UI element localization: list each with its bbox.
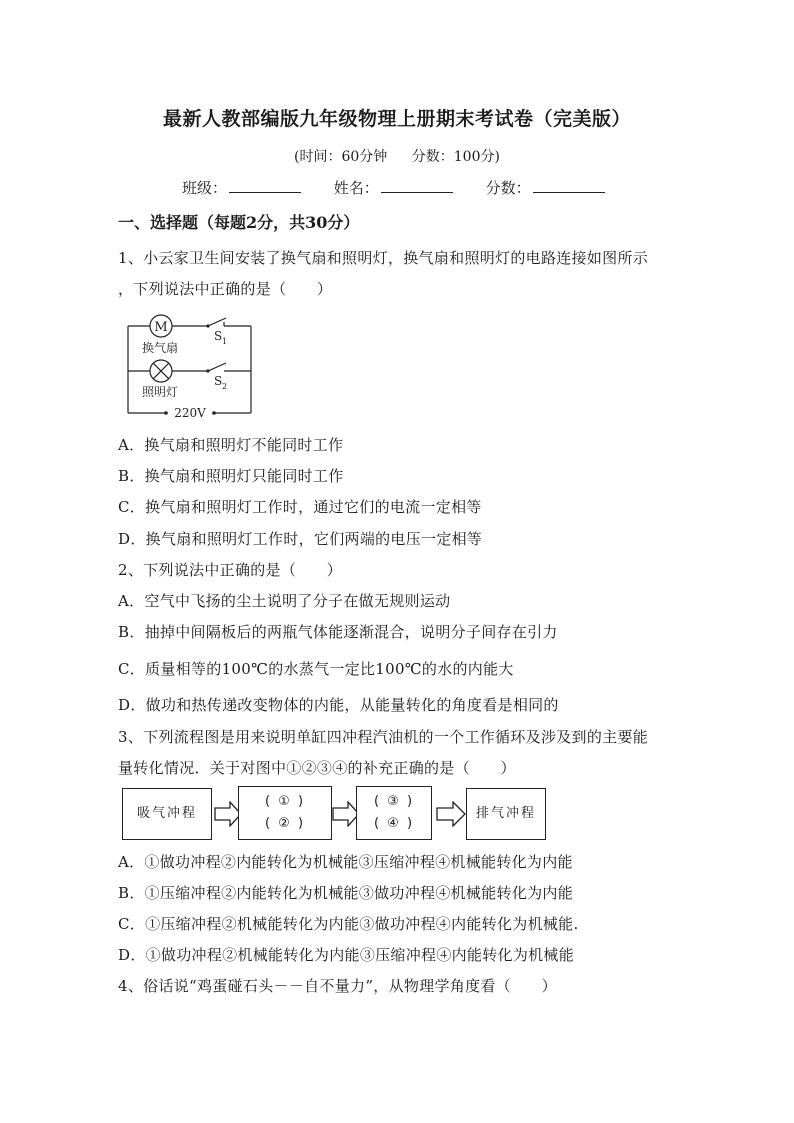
q1-circuit-diagram (126, 314, 256, 420)
flow-box-intake (122, 788, 212, 840)
flow-blank-4: ( ④ ) (373, 816, 415, 831)
q1-option-d: D．换气扇和照明灯工作时，它们两端的电压一定相等 (118, 530, 483, 548)
section-heading: 一、选择题（每题2分，共30分） (118, 213, 360, 232)
circuit-svg (126, 314, 256, 420)
name-field (334, 177, 453, 198)
q3-option-a: A．①做功冲程②内能转化为机械能③压缩冲程④机械能转化为内能 (118, 853, 573, 871)
class-blank (229, 178, 301, 193)
class-field (182, 177, 301, 198)
switch2-label: S (214, 374, 223, 388)
class-label: 班级： (182, 179, 228, 197)
switch2-subscript: 2 (222, 382, 228, 391)
flow-box-stroke-3 (356, 786, 432, 840)
switch1-label: S (214, 329, 223, 343)
name-label: 姓名： (333, 179, 379, 197)
score-field (486, 177, 605, 198)
q3-option-b: B．①压缩冲程②内能转化为机械能③做功冲程④机械能转化为内能 (118, 884, 574, 902)
switch1-subscript: 1 (222, 337, 228, 346)
q2-stem: 2、下列说法中正确的是（ ） (118, 561, 343, 579)
q4-stem: 4、俗话说“鸡蛋碰石头－－自不量力”，从物理学角度看（ ） (118, 977, 557, 995)
q3-stem-line1: 3、下列流程图是用来说明单缸四冲程汽油机的一个工作循环及涉及到的主要能 (118, 728, 649, 746)
q1-option-c: C．换气扇和照明灯工作时，通过它们的电流一定相等 (118, 498, 482, 516)
q1-stem-line2: ，下列说法中正确的是（ ） (118, 280, 333, 298)
student-info-line (182, 177, 633, 198)
flow-blank-1: ( ① ) (264, 794, 306, 809)
flow-blank-3: ( ③ ) (373, 794, 415, 809)
score-label: 分数： (485, 179, 531, 197)
flow-blank-2: ( ② ) (264, 816, 306, 831)
q1-option-a: A．换气扇和照明灯不能同时工作 (118, 436, 344, 454)
name-blank (381, 178, 453, 193)
q2-option-b: B．抽掉中间隔板后的两瓶气体能逐渐混合，说明分子间存在引力 (118, 623, 558, 641)
motor-symbol: M (154, 320, 168, 335)
exam-total-score: 分数：100分) (411, 149, 500, 165)
flow-box-intake-label: 吸气冲程 (136, 806, 197, 821)
voltage-label: 220V (174, 406, 206, 420)
q2-option-d: D．做功和热传递改变物体的内能，从能量转化的角度看是相同的 (118, 696, 559, 714)
exam-subtitle (0, 146, 794, 166)
flow-box-exhaust (466, 788, 546, 840)
fan-label: 换气扇 (142, 341, 179, 355)
exam-time: (时间：60分钟 (294, 149, 388, 165)
lamp-label: 照明灯 (142, 385, 179, 399)
q3-option-d: D．①做功冲程②机械能转化为内能③压缩冲程④内能转化为机械能 (118, 946, 575, 964)
q3-option-c: C．①压缩冲程②机械能转化为内能③做功冲程④内能转化为机械能. (118, 915, 579, 933)
score-blank (533, 178, 605, 193)
q3-flowchart (120, 786, 550, 842)
flow-arrow-3 (436, 801, 466, 827)
page-title: 最新人教部编版九年级物理上册期末考试卷（完美版） (162, 108, 631, 130)
q1-stem-line1: 1、小云家卫生间安装了换气扇和照明灯，换气扇和照明灯的电路连接如图所示 (118, 249, 649, 267)
q1-option-b: B．换气扇和照明灯只能同时工作 (118, 467, 344, 485)
q2-option-a: A．空气中飞扬的尘土说明了分子在做无规则运动 (118, 592, 451, 610)
flow-box-stroke-2 (238, 786, 332, 840)
flow-box-exhaust-label: 排气冲程 (475, 806, 536, 821)
q2-option-c: C．质量相等的100℃的水蒸气一定比100℃的水的内能大 (118, 660, 514, 678)
q3-stem-line2: 量转化情况．关于对图中①②③④的补充正确的是（ ） (118, 759, 516, 777)
